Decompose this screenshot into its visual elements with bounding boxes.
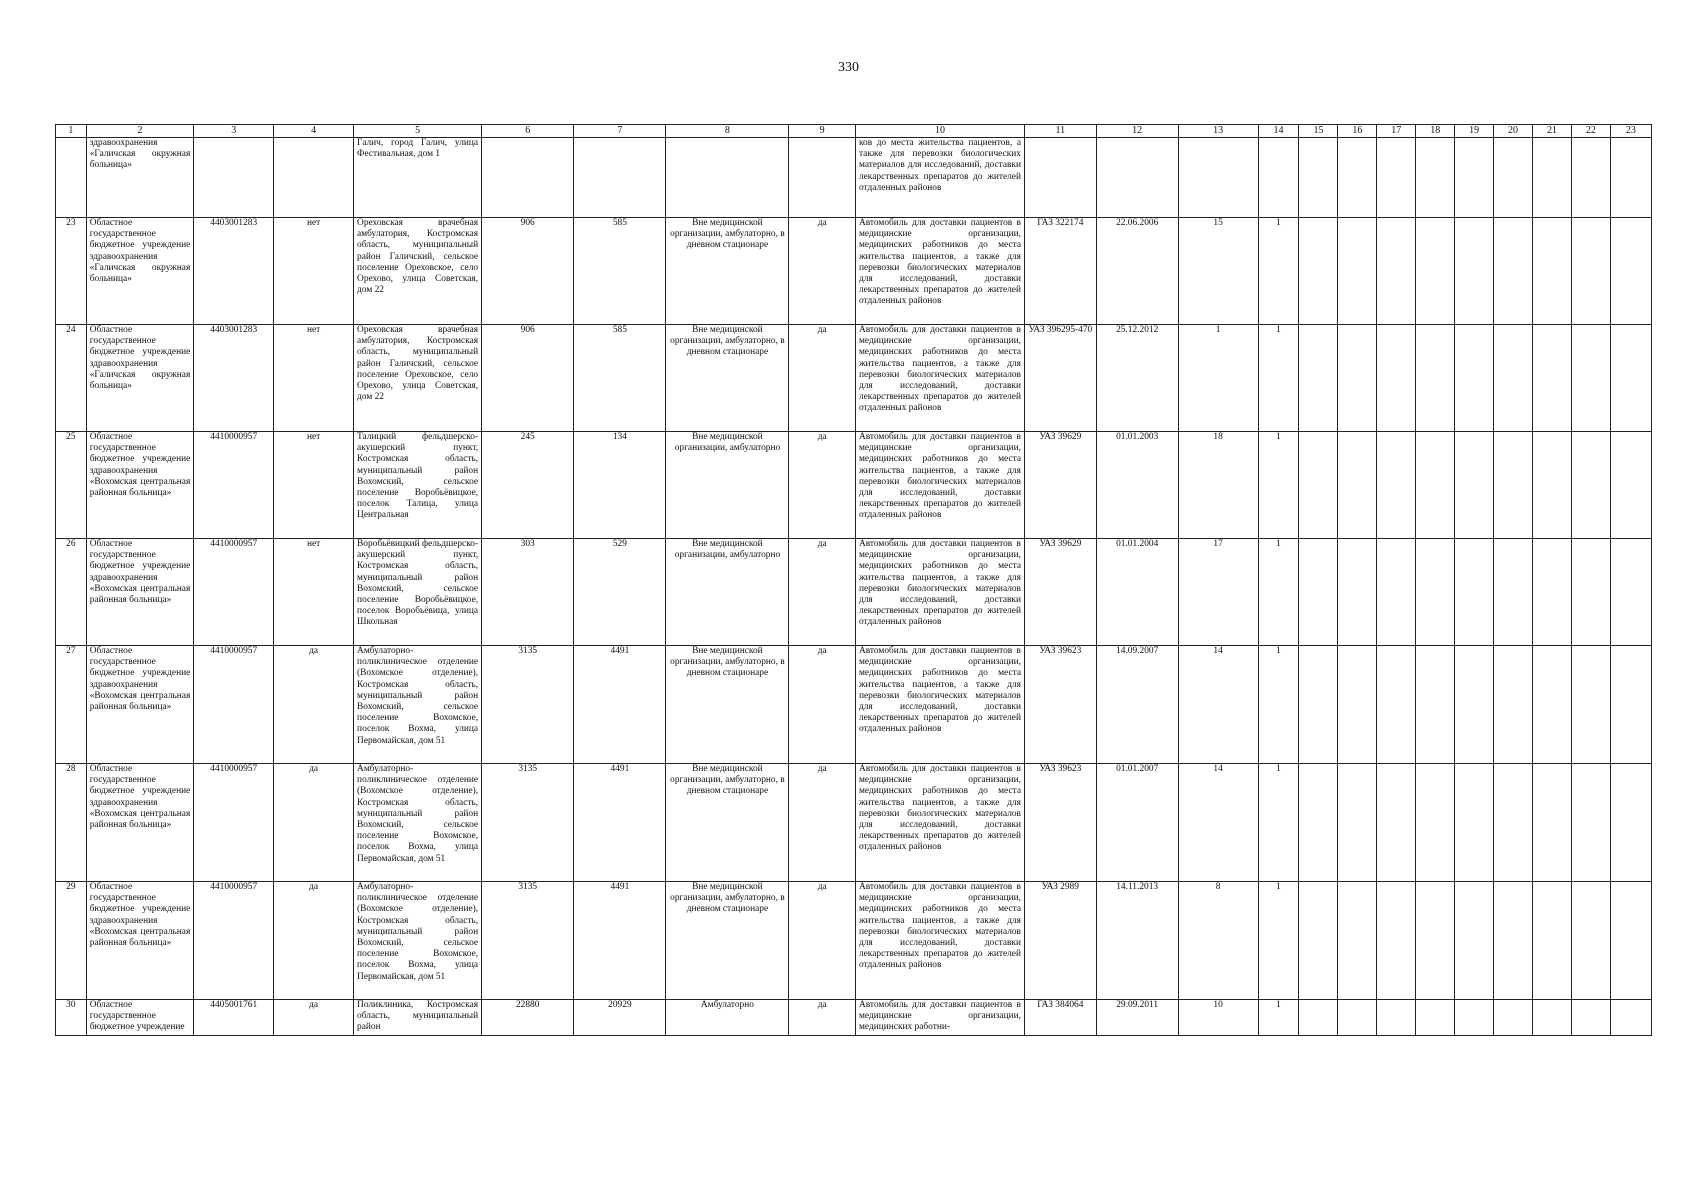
- value-7-cell: 529: [574, 539, 666, 646]
- value-7-cell: 134: [574, 432, 666, 539]
- address-cell: Воробьёвицкий фельдшерско-акушерский пункт, Костромская область, муниципальный район Вохомский, сельское поселение Воробьёвицкое, поселок Воробьёвица, улица Школьная: [354, 539, 482, 646]
- vehicle-cell: УАЗ 39623: [1024, 646, 1096, 764]
- value-13-cell: 14: [1178, 646, 1258, 764]
- empty-cell: [1338, 325, 1377, 432]
- column-header: 17: [1377, 125, 1416, 138]
- flag-cell: нет: [274, 218, 354, 325]
- date-cell: 29.09.2011: [1096, 1000, 1178, 1036]
- empty-cell: [1610, 432, 1651, 539]
- purpose-cell: Автомобиль для доставки пациентов в медицинские организации, медицинских работников до места жительства пациентов, а также для перевозки биологических материалов для исследований, доставки лекарственных препаратов до жителей отдаленных районов: [855, 218, 1024, 325]
- empty-cell: [1610, 882, 1651, 1000]
- yes-cell: [789, 138, 856, 218]
- value-6-cell: 22880: [482, 1000, 574, 1036]
- flag-cell: да: [274, 882, 354, 1000]
- care-form-cell: Амбулаторно: [666, 1000, 789, 1036]
- vehicle-cell: ГАЗ 384064: [1024, 1000, 1096, 1036]
- flag-cell: да: [274, 764, 354, 882]
- organization-cell: Областное государственное бюджетное учреждение здравоохранения «Вохомская центральная районная больница»: [86, 539, 194, 646]
- row-number-cell: 23: [56, 218, 87, 325]
- date-cell: 22.06.2006: [1096, 218, 1178, 325]
- empty-cell: [1416, 138, 1455, 218]
- empty-cell: [1610, 646, 1651, 764]
- date-cell: [1096, 138, 1178, 218]
- empty-cell: [1494, 646, 1533, 764]
- empty-cell: [1338, 218, 1377, 325]
- empty-cell: [1571, 218, 1610, 325]
- value-6-cell: 906: [482, 218, 574, 325]
- value-7-cell: 4491: [574, 764, 666, 882]
- yes-cell: да: [789, 764, 856, 882]
- yes-cell: да: [789, 646, 856, 764]
- column-header: 3: [194, 125, 274, 138]
- value-6-cell: 3135: [482, 646, 574, 764]
- inn-cell: 4405001761: [194, 1000, 274, 1036]
- vehicle-cell: УАЗ 2989: [1024, 882, 1096, 1000]
- column-header: 2: [86, 125, 194, 138]
- address-cell: Амбулаторно-поликлиническое отделение (Вохомское отделение), Костромская область, муниципальный район Вохомский, сельское поселение Вохомское, поселок Вохма, улица Первомайская, дом 51: [354, 646, 482, 764]
- empty-cell: [1377, 539, 1416, 646]
- value-13-cell: 10: [1178, 1000, 1258, 1036]
- empty-cell: [1338, 138, 1377, 218]
- value-6-cell: 3135: [482, 764, 574, 882]
- empty-cell: [1533, 138, 1572, 218]
- flag-cell: нет: [274, 325, 354, 432]
- empty-cell: [1416, 646, 1455, 764]
- empty-cell: [1299, 432, 1338, 539]
- row-number-cell: [56, 138, 87, 218]
- purpose-cell: Автомобиль для доставки пациентов в медицинские организации, медицинских работников до места жительства пациентов, а также для перевозки биологических материалов для исследований, доставки лекарственных препаратов до жителей отдаленных районов: [855, 882, 1024, 1000]
- value-14-cell: [1258, 138, 1299, 218]
- empty-cell: [1416, 882, 1455, 1000]
- address-cell: Ореховская врачебная амбулатория, Костромская область, муниципальный район Галичский, сельское поселение Ореховское, село Орехово, улица Советская, дом 22: [354, 218, 482, 325]
- vehicle-cell: ГАЗ 322174: [1024, 218, 1096, 325]
- organization-cell: Областное государственное бюджетное учреждение здравоохранения «Вохомская центральная районная больница»: [86, 646, 194, 764]
- empty-cell: [1416, 432, 1455, 539]
- vehicle-cell: УАЗ 39629: [1024, 539, 1096, 646]
- column-header: 12: [1096, 125, 1178, 138]
- row-number-cell: 30: [56, 1000, 87, 1036]
- column-header: 5: [354, 125, 482, 138]
- value-13-cell: 14: [1178, 764, 1258, 882]
- empty-cell: [1377, 432, 1416, 539]
- vehicle-cell: УАЗ 39623: [1024, 764, 1096, 882]
- yes-cell: да: [789, 325, 856, 432]
- table-row: [56, 138, 1652, 218]
- yes-cell: да: [789, 882, 856, 1000]
- column-header: 9: [789, 125, 856, 138]
- address-cell: Талицкий фельдшерско-акушерский пункт, Костромская область, муниципальный район Вохомский, сельское поселение Воробьёвицкое, поселок Талица, улица Центральная: [354, 432, 482, 539]
- empty-cell: [1494, 882, 1533, 1000]
- page-number: 330: [838, 60, 859, 75]
- flag-cell: [274, 138, 354, 218]
- empty-cell: [1338, 539, 1377, 646]
- empty-cell: [1571, 325, 1610, 432]
- empty-cell: [1299, 646, 1338, 764]
- empty-cell: [1494, 539, 1533, 646]
- purpose-cell: Автомобиль для доставки пациентов в медицинские организации, медицинских работников до места жительства пациентов, а также для перевозки биологических материалов для исследований, доставки лекарственных препаратов до жителей отдаленных районов: [855, 764, 1024, 882]
- empty-cell: [1455, 1000, 1494, 1036]
- empty-cell: [1571, 432, 1610, 539]
- empty-cell: [1533, 325, 1572, 432]
- empty-cell: [1338, 882, 1377, 1000]
- empty-cell: [1338, 1000, 1377, 1036]
- empty-cell: [1494, 432, 1533, 539]
- table-row: [56, 764, 1652, 882]
- row-number-cell: 28: [56, 764, 87, 882]
- value-14-cell: 1: [1258, 764, 1299, 882]
- value-7-cell: 585: [574, 325, 666, 432]
- value-13-cell: 8: [1178, 882, 1258, 1000]
- column-header: 21: [1533, 125, 1572, 138]
- inn-cell: 4403001283: [194, 325, 274, 432]
- flag-cell: да: [274, 646, 354, 764]
- value-14-cell: 1: [1258, 1000, 1299, 1036]
- empty-cell: [1533, 218, 1572, 325]
- column-header: 7: [574, 125, 666, 138]
- date-cell: 14.11.2013: [1096, 882, 1178, 1000]
- date-cell: 01.01.2004: [1096, 539, 1178, 646]
- care-form-cell: Вне медицинской организации, амбулаторно, в дневном стационаре: [666, 325, 789, 432]
- empty-cell: [1533, 764, 1572, 882]
- yes-cell: да: [789, 539, 856, 646]
- flag-cell: да: [274, 1000, 354, 1036]
- empty-cell: [1494, 764, 1533, 882]
- empty-cell: [1299, 1000, 1338, 1036]
- empty-cell: [1610, 138, 1651, 218]
- column-header: 15: [1299, 125, 1338, 138]
- empty-cell: [1299, 882, 1338, 1000]
- organization-cell: Областное государственное бюджетное учреждение здравоохранения «Вохомская центральная районная больница»: [86, 882, 194, 1000]
- address-cell: Галич, город Галич, улица Фестивальная, дом 1: [354, 138, 482, 218]
- empty-cell: [1299, 138, 1338, 218]
- care-form-cell: Вне медицинской организации, амбулаторно: [666, 539, 789, 646]
- empty-cell: [1455, 764, 1494, 882]
- column-header: 10: [855, 125, 1024, 138]
- value-13-cell: 18: [1178, 432, 1258, 539]
- empty-cell: [1377, 764, 1416, 882]
- empty-cell: [1416, 764, 1455, 882]
- purpose-cell: ков до места жительства пациентов, а также для перевозки биологических материалов для исследований, доставки лекарственных препаратов до жителей отдаленных районов: [855, 138, 1024, 218]
- value-6-cell: 245: [482, 432, 574, 539]
- empty-cell: [1338, 432, 1377, 539]
- empty-cell: [1416, 218, 1455, 325]
- empty-cell: [1455, 539, 1494, 646]
- empty-cell: [1455, 218, 1494, 325]
- purpose-cell: Автомобиль для доставки пациентов в медицинские организации, медицинских работников до места жительства пациентов, а также для перевозки биологических материалов для исследований, доставки лекарственных препаратов до жителей отдаленных районов: [855, 539, 1024, 646]
- organization-cell: Областное государственное бюджетное учреждение: [86, 1000, 194, 1036]
- yes-cell: да: [789, 1000, 856, 1036]
- vehicle-cell: УАЗ 39629: [1024, 432, 1096, 539]
- table-row: [56, 432, 1652, 539]
- value-13-cell: [1178, 138, 1258, 218]
- table-row: [56, 218, 1652, 325]
- empty-cell: [1494, 325, 1533, 432]
- purpose-cell: Автомобиль для доставки пациентов в медицинские организации, медицинских работников до места жительства пациентов, а также для перевозки биологических материалов для исследований, доставки лекарственных препаратов до жителей отдаленных районов: [855, 646, 1024, 764]
- empty-cell: [1571, 1000, 1610, 1036]
- column-header: 18: [1416, 125, 1455, 138]
- empty-cell: [1455, 882, 1494, 1000]
- empty-cell: [1610, 1000, 1651, 1036]
- table-row: [56, 646, 1652, 764]
- column-header: 19: [1455, 125, 1494, 138]
- empty-cell: [1571, 138, 1610, 218]
- column-header: 8: [666, 125, 789, 138]
- row-number-cell: 24: [56, 325, 87, 432]
- empty-cell: [1377, 138, 1416, 218]
- value-13-cell: 1: [1178, 325, 1258, 432]
- empty-cell: [1299, 764, 1338, 882]
- column-header: 23: [1610, 125, 1651, 138]
- value-14-cell: 1: [1258, 882, 1299, 1000]
- column-header: 14: [1258, 125, 1299, 138]
- value-6-cell: [482, 138, 574, 218]
- empty-cell: [1416, 539, 1455, 646]
- table-body: [56, 138, 1652, 1036]
- row-number-cell: 25: [56, 432, 87, 539]
- value-7-cell: [574, 138, 666, 218]
- date-cell: 25.12.2012: [1096, 325, 1178, 432]
- date-cell: 14.09.2007: [1096, 646, 1178, 764]
- inn-cell: 4410000957: [194, 882, 274, 1000]
- flag-cell: нет: [274, 539, 354, 646]
- empty-cell: [1377, 646, 1416, 764]
- empty-cell: [1571, 764, 1610, 882]
- value-14-cell: 1: [1258, 539, 1299, 646]
- empty-cell: [1377, 218, 1416, 325]
- empty-cell: [1533, 539, 1572, 646]
- column-header: 22: [1571, 125, 1610, 138]
- empty-cell: [1377, 882, 1416, 1000]
- empty-cell: [1571, 646, 1610, 764]
- value-7-cell: 585: [574, 218, 666, 325]
- care-form-cell: [666, 138, 789, 218]
- inn-cell: 4410000957: [194, 764, 274, 882]
- empty-cell: [1455, 325, 1494, 432]
- inn-cell: 4410000957: [194, 432, 274, 539]
- organization-cell: Областное государственное бюджетное учреждение здравоохранения «Вохомская центральная районная больница»: [86, 432, 194, 539]
- address-cell: Ореховская врачебная амбулатория, Костромская область, муниципальный район Галичский, сельское поселение Ореховское, село Орехово, улица Советская, дом 22: [354, 325, 482, 432]
- value-13-cell: 15: [1178, 218, 1258, 325]
- empty-cell: [1455, 138, 1494, 218]
- column-header: 11: [1024, 125, 1096, 138]
- column-header: 1: [56, 125, 87, 138]
- address-cell: Поликлиника, Костромская область, муниципальный район: [354, 1000, 482, 1036]
- value-14-cell: 1: [1258, 646, 1299, 764]
- row-number-cell: 26: [56, 539, 87, 646]
- empty-cell: [1533, 1000, 1572, 1036]
- value-7-cell: 4491: [574, 882, 666, 1000]
- address-cell: Амбулаторно-поликлиническое отделение (Вохомское отделение), Костромская область, муниципальный район Вохомский, сельское поселение Вохомское, поселок Вохма, улица Первомайская, дом 51: [354, 764, 482, 882]
- empty-cell: [1416, 325, 1455, 432]
- empty-cell: [1571, 539, 1610, 646]
- value-6-cell: 3135: [482, 882, 574, 1000]
- column-header: 20: [1494, 125, 1533, 138]
- care-form-cell: Вне медицинской организации, амбулаторно, в дневном стационаре: [666, 764, 789, 882]
- organization-cell: Областное государственное бюджетное учреждение здравоохранения «Вохомская центральная районная больница»: [86, 764, 194, 882]
- yes-cell: да: [789, 218, 856, 325]
- organization-cell: Областное государственное бюджетное учреждение здравоохранения «Галичская окружная больница»: [86, 218, 194, 325]
- empty-cell: [1533, 646, 1572, 764]
- empty-cell: [1299, 325, 1338, 432]
- empty-cell: [1338, 646, 1377, 764]
- purpose-cell: Автомобиль для доставки пациентов в медицинские организации, медицинских работников до места жительства пациентов, а также для перевозки биологических материалов для исследований, доставки лекарственных препаратов до жителей отдаленных районов: [855, 432, 1024, 539]
- organization-cell: Областное государственное бюджетное учреждение здравоохранения «Галичская окружная больница»: [86, 325, 194, 432]
- value-14-cell: 1: [1258, 218, 1299, 325]
- empty-cell: [1533, 432, 1572, 539]
- empty-cell: [1533, 882, 1572, 1000]
- column-header: 16: [1338, 125, 1377, 138]
- empty-cell: [1610, 218, 1651, 325]
- table-row: [56, 325, 1652, 432]
- column-header: 6: [482, 125, 574, 138]
- value-6-cell: 303: [482, 539, 574, 646]
- column-header: 13: [1178, 125, 1258, 138]
- address-cell: Амбулаторно-поликлиническое отделение (Вохомское отделение), Костромская область, муниципальный район Вохомский, сельское поселение Вохомское, поселок Вохма, улица Первомайская, дом 51: [354, 882, 482, 1000]
- care-form-cell: Вне медицинской организации, амбулаторно: [666, 432, 789, 539]
- value-7-cell: 20929: [574, 1000, 666, 1036]
- empty-cell: [1455, 432, 1494, 539]
- empty-cell: [1377, 325, 1416, 432]
- value-14-cell: 1: [1258, 325, 1299, 432]
- empty-cell: [1299, 539, 1338, 646]
- vehicle-cell: УАЗ 396295-470: [1024, 325, 1096, 432]
- yes-cell: да: [789, 432, 856, 539]
- inn-cell: 4403001283: [194, 218, 274, 325]
- register-table: [55, 124, 1652, 1036]
- empty-cell: [1299, 218, 1338, 325]
- row-number-cell: 27: [56, 646, 87, 764]
- empty-cell: [1494, 218, 1533, 325]
- empty-cell: [1416, 1000, 1455, 1036]
- empty-cell: [1571, 882, 1610, 1000]
- table-row: [56, 539, 1652, 646]
- column-header: 4: [274, 125, 354, 138]
- care-form-cell: Вне медицинской организации, амбулаторно, в дневном стационаре: [666, 882, 789, 1000]
- inn-cell: 4410000957: [194, 646, 274, 764]
- date-cell: 01.01.2003: [1096, 432, 1178, 539]
- empty-cell: [1494, 138, 1533, 218]
- empty-cell: [1455, 646, 1494, 764]
- date-cell: 01.01.2007: [1096, 764, 1178, 882]
- empty-cell: [1610, 764, 1651, 882]
- empty-cell: [1610, 325, 1651, 432]
- value-6-cell: 906: [482, 325, 574, 432]
- inn-cell: [194, 138, 274, 218]
- purpose-cell: Автомобиль для доставки пациентов в медицинские организации, медицинских работни-: [855, 1000, 1024, 1036]
- row-number-cell: 29: [56, 882, 87, 1000]
- organization-cell: здравоохранения «Галичская окружная больница»: [86, 138, 194, 218]
- table-row: [56, 1000, 1652, 1036]
- empty-cell: [1377, 1000, 1416, 1036]
- value-14-cell: 1: [1258, 432, 1299, 539]
- empty-cell: [1494, 1000, 1533, 1036]
- table-row: [56, 882, 1652, 1000]
- inn-cell: 4410000957: [194, 539, 274, 646]
- column-number-row: [56, 125, 1652, 138]
- care-form-cell: Вне медицинской организации, амбулаторно, в дневном стационаре: [666, 646, 789, 764]
- empty-cell: [1610, 539, 1651, 646]
- care-form-cell: Вне медицинской организации, амбулаторно, в дневном стационаре: [666, 218, 789, 325]
- value-7-cell: 4491: [574, 646, 666, 764]
- flag-cell: нет: [274, 432, 354, 539]
- value-13-cell: 17: [1178, 539, 1258, 646]
- empty-cell: [1338, 764, 1377, 882]
- purpose-cell: Автомобиль для доставки пациентов в медицинские организации, медицинских работников до места жительства пациентов, а также для перевозки биологических материалов для исследований, доставки лекарственных препаратов до жителей отдаленных районов: [855, 325, 1024, 432]
- vehicle-cell: [1024, 138, 1096, 218]
